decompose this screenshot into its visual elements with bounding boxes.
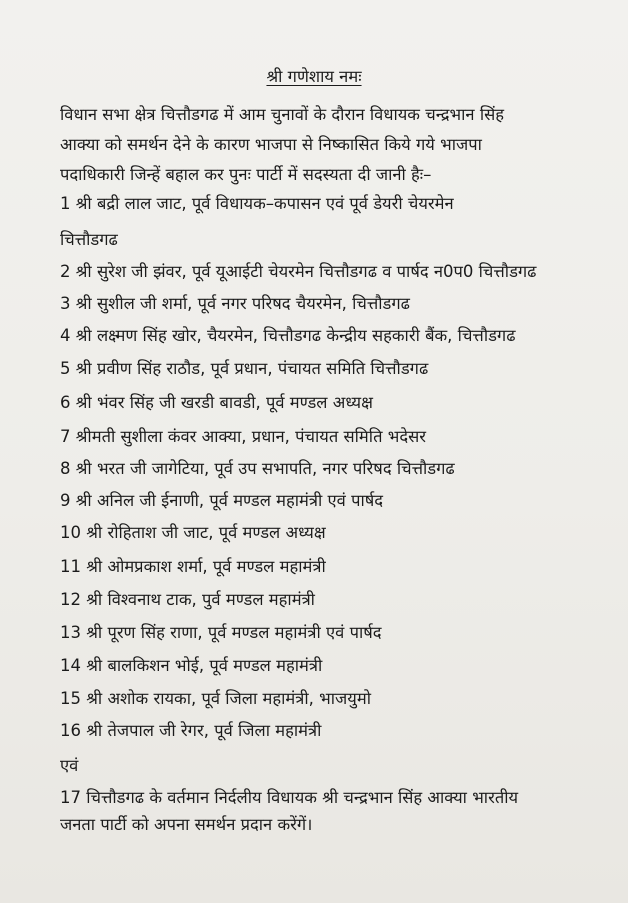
list-item: 4 श्री लक्ष्मण सिंह खोर, चैयरमेन, चित्तौडगढ केन्द्रीय सहकारी बैंक, चित्तौडगढ <box>60 326 516 345</box>
list-item: 1 श्री बद्री लाल जाट, पूर्व विधायक–कपासन एवं पूर्व डेयरी चेयरमेन <box>60 194 454 213</box>
list-item: 5 श्री प्रवीण सिंह राठौड, पूर्व प्रधान, पंचायत समिति चित्तौडगढ <box>60 359 429 378</box>
list-item: 13 श्री पूरण सिंह राणा, पूर्व मण्डल महामंत्री एवं पार्षद <box>60 623 382 642</box>
list-item: 7 श्रीमती सुशीला कंवर आक्या, प्रधान, पंचायत समिति भदेसर <box>60 427 426 446</box>
list-item: 15 श्री अशोक रायका, पूर्व जिला महामंत्री, भाजयुमो <box>60 689 371 708</box>
closing-line: 17 चित्तौडगढ के वर्तमान निर्दलीय विधायक श्री चन्द्रभान सिंह आक्या भारतीय <box>60 788 519 807</box>
list-item: 6 श्री भंवर सिंह जी खरडी बावडी, पूर्व मण्डल अध्यक्ष <box>60 393 373 412</box>
document-heading: श्री गणेशाय नमः <box>266 67 362 86</box>
list-item: 9 श्री अनिल जी ईनाणी, पूर्व मण्डल महामंत्री एवं पार्षद <box>60 491 384 510</box>
intro-line: आक्या को समर्थन देने के कारण भाजपा से निष्कासित किये गये भाजपा <box>60 135 482 154</box>
list-item: 3 श्री सुशील जी शर्मा, पूर्व नगर परिषद चैयरमेन, चित्तौडगढ <box>60 294 410 313</box>
intro-line: विधान सभा क्षेत्र चित्तौडगढ में आम चुनावों के दौरान विधायक चन्द्रभान सिंह <box>60 105 505 124</box>
closing-line: जनता पार्टी को अपना समर्थन प्रदान करेंगें। <box>60 815 313 834</box>
list-item: 10 श्री रोहिताश जी जाट, पूर्व मण्डल अध्यक्ष <box>60 523 326 542</box>
intro-paragraph <box>60 100 580 190</box>
list-item: 2 श्री सुरेश जी झंवर, पूर्व यूआईटी चेयरमेन चित्तौडगढ व पार्षद न0प0 चित्तौडगढ <box>60 262 537 281</box>
list-item: 11 श्री ओमप्रकाश शर्मा, पूर्व मण्डल महामंत्री <box>60 557 326 576</box>
conjunction-text: एवं <box>60 756 79 775</box>
list-item: 12 श्री विश्वनाथ टाक, पुर्व मण्डल महामंत्री <box>60 590 315 609</box>
list-item: 16 श्री तेजपाल जी रेगर, पूर्व जिला महामंत्री <box>60 721 322 740</box>
list-item: 14 श्री बालकिशन भोई, पूर्व मण्डल महामंत्री <box>60 656 323 675</box>
intro-line: पदाधिकारी जिन्हें बहाल कर पुनः पार्टी में सदस्यता दी जानी हैः– <box>60 165 432 184</box>
list-item-continuation: चित्तौडगढ <box>60 230 118 249</box>
list-item: 8 श्री भरत जी जागेटिया, पूर्व उप सभापति, नगर परिषद चित्तौडगढ <box>60 459 455 478</box>
